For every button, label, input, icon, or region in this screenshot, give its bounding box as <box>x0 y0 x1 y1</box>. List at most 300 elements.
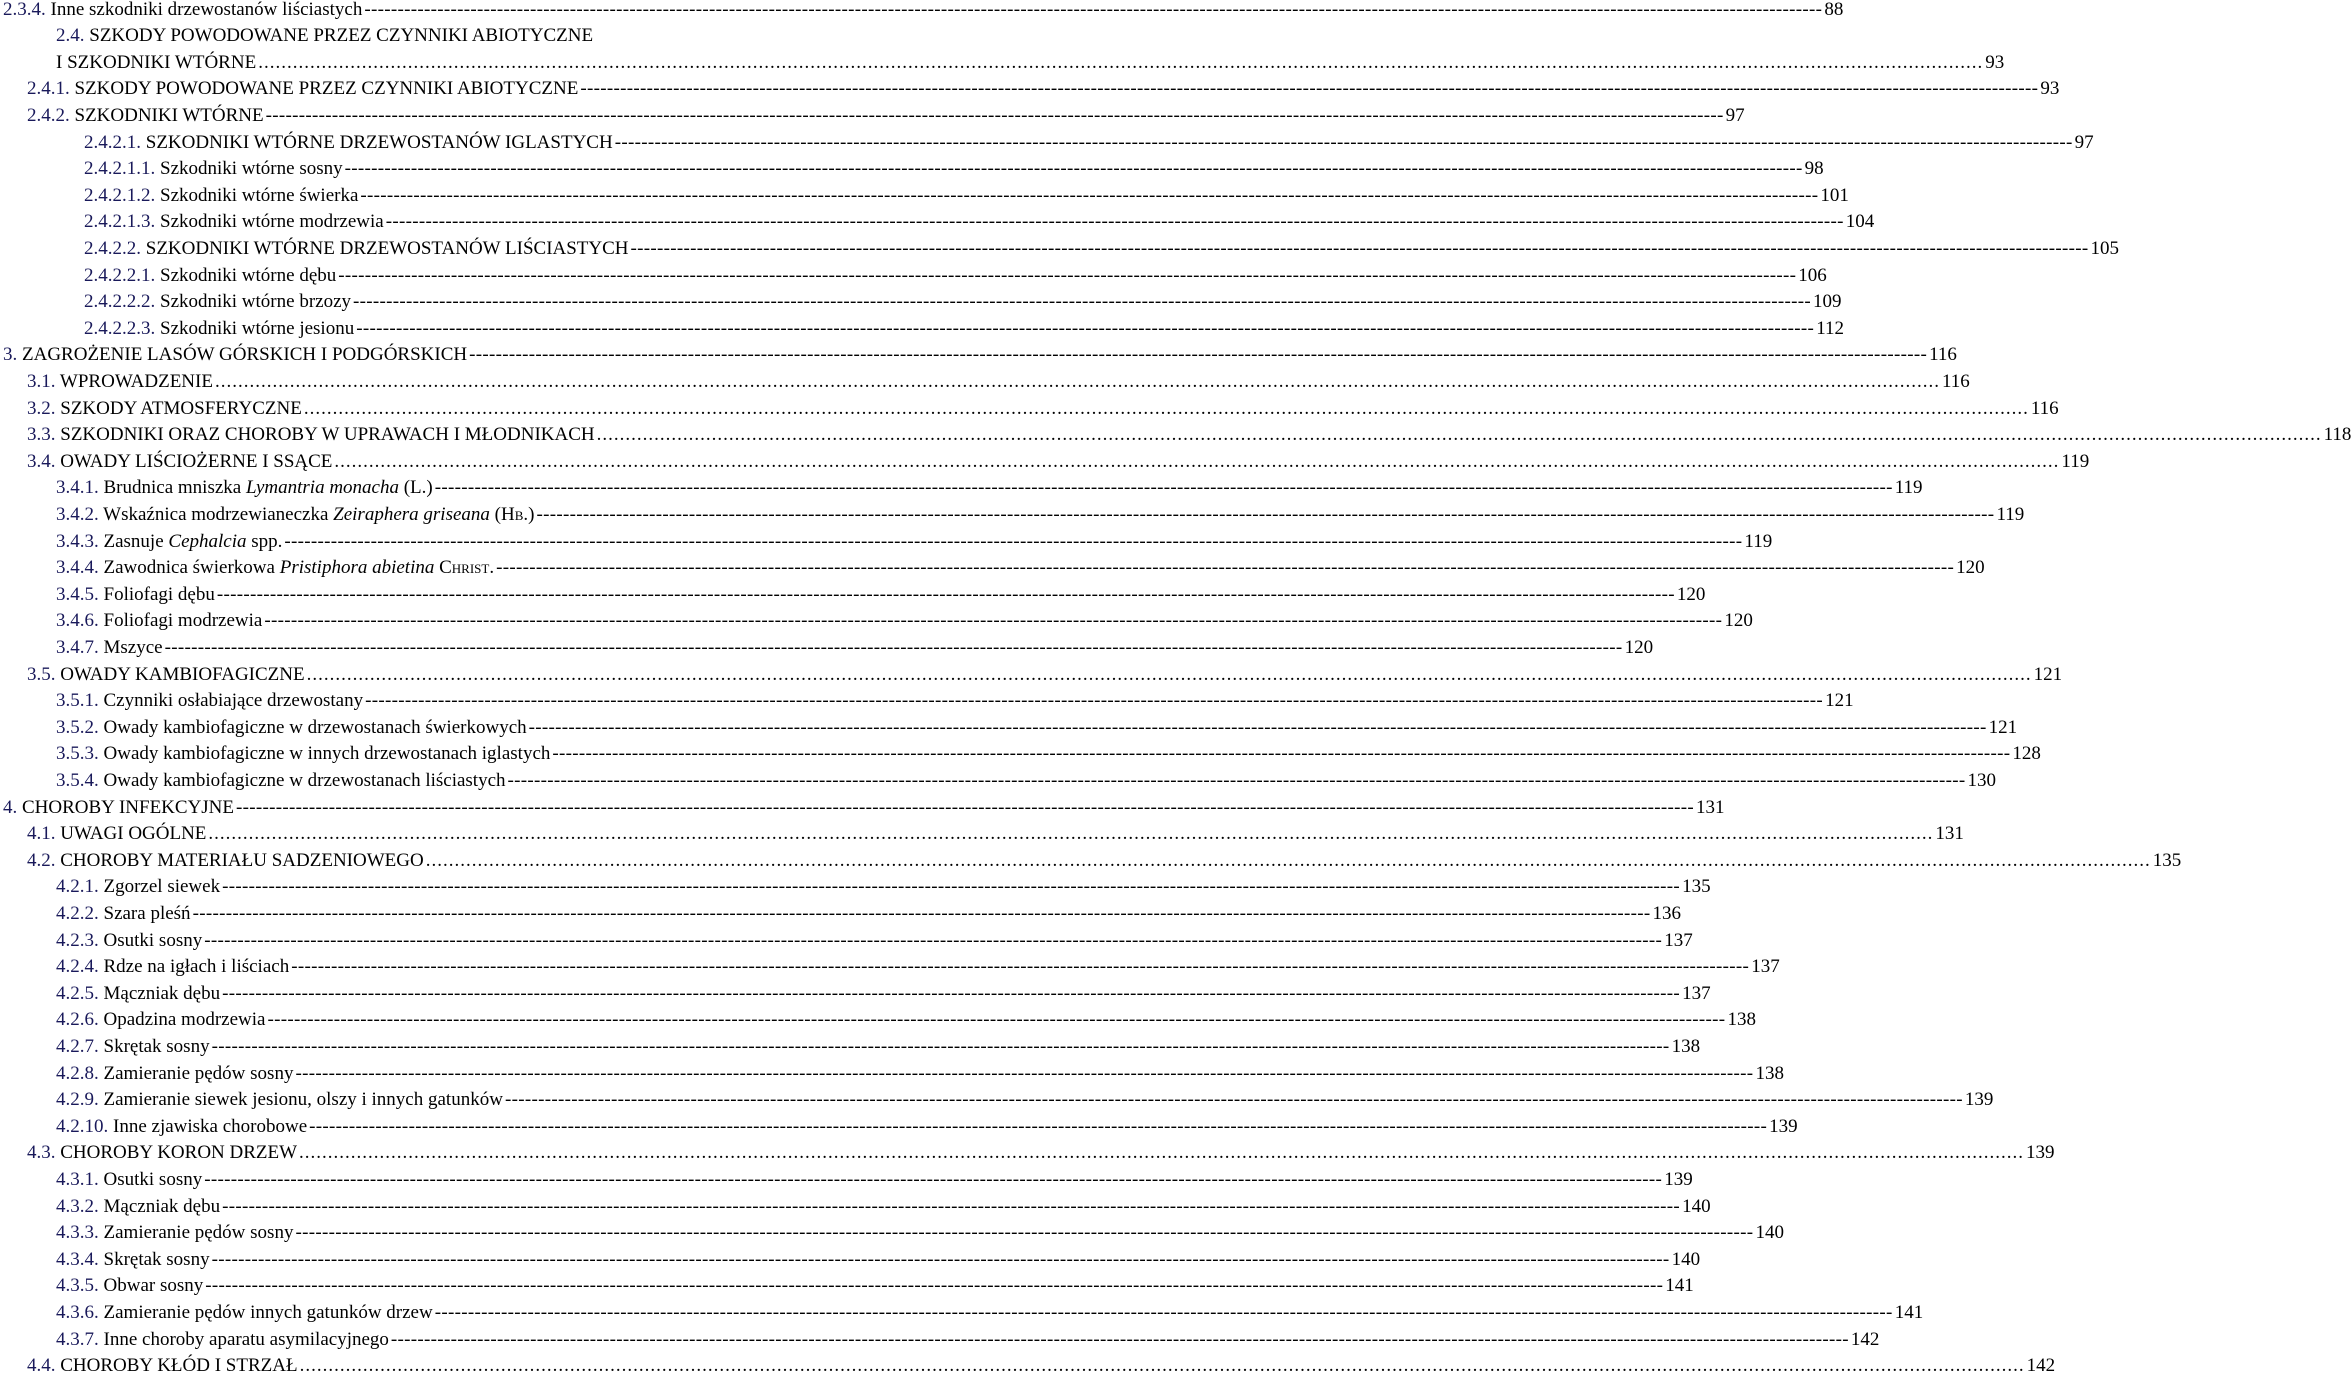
toc-entry[interactable] <box>0 1297 1924 1324</box>
toc-entry-label <box>56 743 550 765</box>
toc-entry-title-part: Inne choroby aparatu asymilacyjnego <box>103 1328 389 1350</box>
toc-entry-label <box>27 664 305 686</box>
toc-page-number: 138 <box>1671 1035 1701 1057</box>
toc-entry-title-part: SZKODY POWODOWANE PRZEZ CZYNNIKI ABIOTYCZNE <box>89 25 594 47</box>
toc-entry-number: 3.4.6. <box>56 610 99 632</box>
toc-entry[interactable] <box>0 0 1844 21</box>
toc-entry-title-part: Szkodniki wtórne modrzewia <box>160 211 384 233</box>
toc-entry-title-part: Obwar sosny <box>103 1275 204 1297</box>
dot-leader: ............................................................................................................................................................................................................................................................................................................ <box>303 397 2029 419</box>
toc-entry-label <box>84 265 336 287</box>
toc-entry-label <box>56 930 202 952</box>
toc-page-number: 135 <box>1682 876 1711 898</box>
toc-page-number: 135 <box>2152 849 2182 871</box>
toc-entry[interactable] <box>0 1191 1711 1218</box>
toc-entry-title-part: Szkodniki wtórne sosny <box>160 158 343 180</box>
toc-page-number: 121 <box>2033 663 2063 685</box>
dot-leader: ............................................................................................................................................................................................................................................................................................................ <box>425 849 2151 871</box>
toc-entry-number: 3.4.3. <box>56 530 99 552</box>
toc-entry-title-part: CHOROBY KORON DRZEW <box>60 1142 298 1164</box>
dot-leader: ---------------------------------------------------------------------------------------------------------------------------------------------------------------------------------------------------------------------------- <box>469 344 1928 366</box>
toc-entry-number: 3.5.2. <box>56 716 99 738</box>
toc-entry-label <box>84 318 354 340</box>
toc-entry[interactable] <box>0 340 1957 367</box>
toc-entry-number: 3.3. <box>27 424 56 446</box>
toc-entry[interactable] <box>0 925 1693 952</box>
toc-entry-number: 3.4.2. <box>56 503 99 525</box>
toc-entry-label <box>56 1036 210 1058</box>
toc-entry[interactable] <box>0 420 2351 447</box>
toc-entry-number: 4.2.2. <box>56 902 99 924</box>
toc-entry-number: 2.4.2.2. <box>84 237 141 259</box>
toc-entry-label <box>56 876 220 898</box>
toc-entry-title-part: ( <box>489 503 501 525</box>
toc-entry-label <box>56 770 506 792</box>
dot-leader: ---------------------------------------------------------------------------------------------------------------------------------------------------------------------------------------------------------------------------- <box>614 131 2073 153</box>
toc-entry[interactable] <box>0 313 1844 340</box>
toc-entry-title-part: Inne szkodniki drzewostanów liściastych <box>50 0 363 20</box>
toc-entry-title-part: Zamieranie pędów innych gatunków drzew <box>103 1301 433 1323</box>
toc-entry[interactable] <box>0 1271 1694 1298</box>
toc-entry-title-part: SZKODY POWODOWANE PRZEZ CZYNNIKI ABIOTYCZNE <box>74 78 579 100</box>
toc-entry-title-part: Wskaźnica modrzewianeczka <box>103 503 329 525</box>
dot-leader: ---------------------------------------------------------------------------------------------------------------------------------------------------------------------------------------------------------------------------- <box>507 769 1966 791</box>
toc-entry-label <box>3 0 362 21</box>
dot-leader: ............................................................................................................................................................................................................................................................................................................ <box>214 370 1940 392</box>
toc-entry-label <box>84 158 343 180</box>
dot-leader: ---------------------------------------------------------------------------------------------------------------------------------------------------------------------------------------------------------------------------- <box>264 610 1723 632</box>
toc-entry-number: 4.2.9. <box>56 1089 99 1111</box>
toc-entry-title-part: SZKODY ATMOSFERYCZNE <box>60 397 302 419</box>
toc-entry-number: 3.5.1. <box>56 690 99 712</box>
toc-entry[interactable] <box>0 819 1964 846</box>
dot-leader: ---------------------------------------------------------------------------------------------------------------------------------------------------------------------------------------------------------------------------- <box>192 902 1651 924</box>
dot-leader: ---------------------------------------------------------------------------------------------------------------------------------------------------------------------------------------------------------------------------- <box>222 876 1681 898</box>
toc-entry[interactable] <box>0 1005 1756 1032</box>
toc-entry-title-part: Mszyce <box>103 636 163 658</box>
toc-entry[interactable] <box>0 366 1970 393</box>
toc-entry-number: 2.4.2.2.3. <box>84 317 156 339</box>
toc-page-number: 119 <box>2061 450 2090 472</box>
toc-entry-title-part: Owady kambiofagiczne w drzewostanach liściastych <box>103 769 506 791</box>
toc-entry[interactable] <box>0 1218 1784 1245</box>
toc-entry[interactable] <box>0 1085 1994 1112</box>
dot-leader: ---------------------------------------------------------------------------------------------------------------------------------------------------------------------------------------------------------------------------- <box>164 636 1623 658</box>
toc-page-number: 142 <box>2026 1355 2056 1377</box>
toc-entry-number: 2.4.2.1.2. <box>84 184 156 206</box>
toc-page-number: 97 <box>1725 104 1745 126</box>
dot-leader: ---------------------------------------------------------------------------------------------------------------------------------------------------------------------------------------------------------------------------- <box>434 477 1893 499</box>
toc-page-number: 104 <box>1845 211 1875 233</box>
toc-entry-title-part: UWAGI OGÓLNE <box>60 823 207 845</box>
toc-entry-number: 4.2.10. <box>56 1115 109 1137</box>
toc-page-number: 93 <box>1985 51 2005 73</box>
toc-entry[interactable] <box>0 100 1745 127</box>
toc-entry-label <box>56 1009 265 1031</box>
toc-entry[interactable] <box>0 1351 2056 1378</box>
toc-entry[interactable] <box>0 1324 1880 1351</box>
toc-entry-number: 2.4.2. <box>27 104 70 126</box>
toc-page-number: 142 <box>1850 1328 1880 1350</box>
toc-entry-number: 4.1. <box>27 823 56 845</box>
toc-entry[interactable] <box>0 1138 2055 1165</box>
toc-entry-number: 4.2.6. <box>56 1009 99 1031</box>
toc-page-number: 139 <box>1964 1089 1994 1111</box>
dot-leader: ............................................................................................................................................................................................................................................................................................................ <box>208 823 1934 845</box>
toc-entry[interactable] <box>0 845 2182 872</box>
toc-entry[interactable] <box>0 1058 1784 1085</box>
toc-entry-number: 4.3.3. <box>56 1222 99 1244</box>
dot-leader: ---------------------------------------------------------------------------------------------------------------------------------------------------------------------------------------------------------------------------- <box>528 716 1987 738</box>
dot-leader: ............................................................................................................................................................................................................................................................................................................ <box>258 51 1984 73</box>
toc-page-number: 93 <box>2040 78 2060 100</box>
toc-entry[interactable] <box>0 978 1711 1005</box>
toc-page-number: 130 <box>1967 769 1996 791</box>
toc-entry-title-part: Rdze na igłach i liściach <box>103 956 290 978</box>
toc-entry-title-part: Skrętak sosny <box>103 1248 210 1270</box>
toc-entry-number: 4.2.4. <box>56 956 99 978</box>
toc-entry-title-part: Szkodniki wtórne jesionu <box>160 317 355 339</box>
toc-page-number: 119 <box>1996 503 2025 525</box>
toc-entry-title-part: Szkodniki wtórne świerka <box>160 184 359 206</box>
toc-page-number: 139 <box>1769 1115 1798 1137</box>
toc-entry-number: 4.3.4. <box>56 1248 99 1270</box>
toc-page-number: 88 <box>1824 0 1844 20</box>
toc-entry-title-part: Zamieranie pędów sosny <box>103 1062 294 1084</box>
toc-entry[interactable] <box>0 1031 1701 1058</box>
dot-leader: ---------------------------------------------------------------------------------------------------------------------------------------------------------------------------------------------------------------------------- <box>204 1168 1663 1190</box>
toc-entry-label <box>56 610 262 632</box>
toc-entry-label <box>56 1196 220 1218</box>
dot-leader: ---------------------------------------------------------------------------------------------------------------------------------------------------------------------------------------------------------------------------- <box>390 1328 1849 1350</box>
toc-entry-label <box>27 1142 297 1164</box>
toc-entry-number: 2.4. <box>56 25 85 47</box>
toc-entry[interactable] <box>0 898 1682 925</box>
toc-entry-label <box>27 424 595 446</box>
toc-entry-label <box>84 132 613 154</box>
dot-leader: ---------------------------------------------------------------------------------------------------------------------------------------------------------------------------------------------------------------------------- <box>204 929 1663 951</box>
toc-entry-number: 4.2.7. <box>56 1035 99 1057</box>
dot-leader: ............................................................................................................................................................................................................................................................................................................ <box>596 424 2322 446</box>
toc-entry-number: 2.4.2.1.3. <box>84 211 156 233</box>
toc-entry-number: 3.1. <box>27 370 56 392</box>
toc-entry-label <box>56 1249 210 1271</box>
toc-page-number: 137 <box>1682 982 1711 1004</box>
dot-leader: ---------------------------------------------------------------------------------------------------------------------------------------------------------------------------------------------------------------------------- <box>496 557 1955 579</box>
dot-leader: ---------------------------------------------------------------------------------------------------------------------------------------------------------------------------------------------------------------------------- <box>211 1035 1670 1057</box>
toc-entry-label <box>27 850 424 872</box>
toc-entry[interactable] <box>0 1164 1693 1191</box>
toc-page-number: 141 <box>1665 1275 1694 1297</box>
toc-entry-title-part: CHOROBY MATERIAŁU SADZENIOWEGO <box>60 849 424 871</box>
toc-entry-title-part: CHOROBY KŁÓD I STRZAŁ <box>60 1355 298 1377</box>
toc-entry-label <box>56 52 256 74</box>
toc-entry-title-part: Skrętak sosny <box>103 1035 210 1057</box>
toc-entry[interactable] <box>0 792 1725 819</box>
toc-entry-title-part: Foliofagi dębu <box>103 583 215 605</box>
toc-entry-label <box>56 584 215 606</box>
toc-entry-title-part: Osutki sosny <box>103 1168 203 1190</box>
dot-leader: ---------------------------------------------------------------------------------------------------------------------------------------------------------------------------------------------------------------------------- <box>267 1009 1726 1031</box>
toc-entry-title-part: Mączniak dębu <box>103 1195 221 1217</box>
toc-entry[interactable] <box>0 686 1854 713</box>
toc-entry-title-part: Zamieranie siewek jesionu, olszy i innych gatunków <box>103 1089 503 1111</box>
toc-entry-label <box>56 1063 293 1085</box>
toc-entry-label <box>27 823 206 845</box>
toc-entry[interactable] <box>0 446 2090 473</box>
toc-page-number: 101 <box>1820 184 1849 206</box>
toc-entry-title-part: Owady kambiofagiczne w innych drzewostanach iglastych <box>103 743 551 765</box>
toc-entry[interactable] <box>0 154 1824 181</box>
toc-entry-title-part: (L.) <box>398 477 433 499</box>
toc-page-number: 131 <box>1935 823 1964 845</box>
toc-entry-label <box>3 344 467 366</box>
toc-entry[interactable] <box>0 499 2025 526</box>
toc-entry-title-part: Zamieranie pędów sosny <box>103 1222 294 1244</box>
dot-leader: ---------------------------------------------------------------------------------------------------------------------------------------------------------------------------------------------------------------------------- <box>222 1195 1681 1217</box>
toc-entry[interactable] <box>0 606 1753 633</box>
dot-leader: ---------------------------------------------------------------------------------------------------------------------------------------------------------------------------------------------------------------------------- <box>365 690 1824 712</box>
toc-entry-label <box>56 531 282 553</box>
toc-entry-number: 3.4.1. <box>56 477 99 499</box>
toc-page-number: 98 <box>1804 158 1824 180</box>
toc-entry-label <box>56 903 191 925</box>
toc-entry-title-part: Pristiphora abietina <box>279 557 435 579</box>
toc-page-number: 118 <box>2323 424 2351 446</box>
toc-entry-title-part: Foliofagi modrzewia <box>103 610 263 632</box>
toc-entry[interactable] <box>0 712 2018 739</box>
toc-entry-number: 2.4.1. <box>27 78 70 100</box>
toc-page-number: 120 <box>1676 583 1706 605</box>
toc-entry[interactable] <box>0 579 1706 606</box>
toc-entry-number: 4.2.5. <box>56 982 99 1004</box>
toc-entry-number: 3. <box>3 344 18 366</box>
toc-entry[interactable] <box>0 260 1827 287</box>
toc-entry[interactable] <box>0 659 2063 686</box>
toc-page-number: 138 <box>1727 1009 1756 1031</box>
toc-entry-title-part: Christ. <box>439 557 495 579</box>
toc-entry-number: 3.5.4. <box>56 769 99 791</box>
toc-entry-label <box>56 1116 307 1138</box>
toc-entry-number: 4. <box>3 796 18 818</box>
toc-entry[interactable] <box>0 872 1711 899</box>
toc-page-number: 138 <box>1755 1062 1784 1084</box>
toc-entry[interactable] <box>0 21 960 48</box>
dot-leader: ---------------------------------------------------------------------------------------------------------------------------------------------------------------------------------------------------------------------------- <box>338 264 1797 286</box>
dot-leader: ---------------------------------------------------------------------------------------------------------------------------------------------------------------------------------------------------------------------------- <box>211 1248 1670 1270</box>
toc-entry[interactable] <box>0 74 2060 101</box>
dot-leader: ---------------------------------------------------------------------------------------------------------------------------------------------------------------------------------------------------------------------------- <box>236 796 1694 818</box>
toc-entry-title-part: WPROWADZENIE <box>59 370 213 392</box>
toc-entry-number: 3.4.5. <box>56 583 99 605</box>
toc-page-number: 106 <box>1798 264 1827 286</box>
toc-entry[interactable] <box>0 233 2120 260</box>
toc-entry-number: 2.4.2.2.2. <box>84 291 156 313</box>
toc-entry-number: 2.4.2.1. <box>84 131 141 153</box>
toc-entry-label <box>56 717 527 739</box>
toc-page-number: 119 <box>1894 477 1923 499</box>
dot-leader: ---------------------------------------------------------------------------------------------------------------------------------------------------------------------------------------------------------------------------- <box>291 956 1750 978</box>
toc-entry[interactable] <box>0 207 1875 234</box>
toc-entry-title-part: Cephalcia <box>168 530 247 552</box>
toc-entry-number: 3.4.7. <box>56 636 99 658</box>
toc-entry-title-part: Osutki sosny <box>103 929 203 951</box>
toc-entry-number: 2.4.2.2.1. <box>84 264 156 286</box>
toc-page-number: 121 <box>1988 716 2018 738</box>
toc-entry-title-part: Zgorzel siewek <box>103 876 221 898</box>
dot-leader: ---------------------------------------------------------------------------------------------------------------------------------------------------------------------------------------------------------------------------- <box>434 1301 1893 1323</box>
dot-leader: ---------------------------------------------------------------------------------------------------------------------------------------------------------------------------------------------------------------------------- <box>295 1062 1754 1084</box>
toc-page-number: 137 <box>1664 929 1693 951</box>
toc-entry-number: 4.3.2. <box>56 1195 99 1217</box>
toc-entry[interactable] <box>0 47 2005 74</box>
toc-page-number: 139 <box>2026 1142 2055 1164</box>
toc-entry-title-part: SZKODNIKI ORAZ CHOROBY W UPRAWACH I MŁODNIKACH <box>60 424 595 446</box>
toc-entry-number: 4.3. <box>27 1142 56 1164</box>
toc-entry-number: 3.5. <box>27 663 56 685</box>
toc-page-number: 140 <box>1755 1222 1784 1244</box>
toc-entry[interactable] <box>0 1244 1701 1271</box>
toc-page-number: 128 <box>2012 743 2041 765</box>
toc-entry[interactable] <box>0 127 2094 154</box>
toc-entry-label <box>56 1169 202 1191</box>
toc-entry-label <box>84 185 358 207</box>
toc-entry[interactable] <box>0 180 1849 207</box>
toc-entry-label <box>56 1302 433 1324</box>
dot-leader: ---------------------------------------------------------------------------------------------------------------------------------------------------------------------------------------------------------------------------- <box>364 0 1823 20</box>
toc-entry[interactable] <box>0 1111 1798 1138</box>
toc-entry-label <box>56 1222 293 1244</box>
toc-entry[interactable] <box>0 526 1773 553</box>
dot-leader: ---------------------------------------------------------------------------------------------------------------------------------------------------------------------------------------------------------------------------- <box>630 237 2089 259</box>
toc-entry-title-part: Szara pleśń <box>103 902 191 924</box>
toc-entry-number: 3.4. <box>27 450 56 472</box>
toc-entry-label <box>56 983 220 1005</box>
toc-entry[interactable] <box>0 473 1923 500</box>
dot-leader: ---------------------------------------------------------------------------------------------------------------------------------------------------------------------------------------------------------------------------- <box>265 104 1724 126</box>
toc-page-number: 140 <box>1671 1248 1701 1270</box>
toc-page-number: 112 <box>1816 317 1844 339</box>
dot-leader: ---------------------------------------------------------------------------------------------------------------------------------------------------------------------------------------------------------------------------- <box>504 1089 1963 1111</box>
toc-entry[interactable] <box>0 632 1654 659</box>
toc-entry-title-part: Zawodnica świerkowa <box>103 557 275 579</box>
toc-page-number: 120 <box>1624 636 1654 658</box>
dot-leader: ---------------------------------------------------------------------------------------------------------------------------------------------------------------------------------------------------------------------------- <box>284 530 1743 552</box>
toc-entry[interactable] <box>0 952 1780 979</box>
toc-entry-title-part: SZKODNIKI WTÓRNE <box>74 104 264 126</box>
toc-entry[interactable] <box>0 393 2059 420</box>
dot-leader: ---------------------------------------------------------------------------------------------------------------------------------------------------------------------------------------------------------------------------- <box>344 158 1803 180</box>
dot-leader: ---------------------------------------------------------------------------------------------------------------------------------------------------------------------------------------------------------------------------- <box>216 583 1675 605</box>
toc-page-number: 119 <box>1744 530 1773 552</box>
toc-entry-label <box>56 690 363 712</box>
toc-entry-title-part: Lymantria monacha <box>245 477 399 499</box>
toc-entry-label <box>56 1329 389 1351</box>
toc-entry-title-part: SZKODNIKI WTÓRNE DRZEWOSTANÓW IGLASTYCH <box>145 131 613 153</box>
toc-page-number: 141 <box>1894 1301 1924 1323</box>
toc-entry-title-part: CHOROBY INFEKCYJNE <box>22 796 235 818</box>
toc-entry-title-part: ZAGROŻENIE LASÓW GÓRSKICH I PODGÓRSKICH <box>22 344 468 366</box>
dot-leader: ---------------------------------------------------------------------------------------------------------------------------------------------------------------------------------------------------------------------------- <box>205 1275 1664 1297</box>
toc-entry-label <box>27 78 578 100</box>
toc-entry-number: 4.2.8. <box>56 1062 99 1084</box>
toc-entry[interactable] <box>0 739 2041 766</box>
toc-entry-title-part: Zeiraphera griseana <box>333 503 490 525</box>
toc-entry-title-part: Brudnica mniszka <box>103 477 242 499</box>
toc-entry-title-part: spp. <box>246 530 283 552</box>
dot-leader: ---------------------------------------------------------------------------------------------------------------------------------------------------------------------------------------------------------------------------- <box>353 291 1811 313</box>
toc-entry-title-part: Mączniak dębu <box>103 982 221 1004</box>
dot-leader: ---------------------------------------------------------------------------------------------------------------------------------------------------------------------------------------------------------------------------- <box>385 211 1844 233</box>
dot-leader: ---------------------------------------------------------------------------------------------------------------------------------------------------------------------------------------------------------------------------- <box>222 982 1681 1004</box>
toc-entry-label <box>56 504 534 526</box>
toc-entry-number: 2.3.4. <box>3 0 46 20</box>
toc-entry-title-part: Czynniki osłabiające drzewostany <box>103 690 364 712</box>
toc-entry[interactable] <box>0 553 1985 580</box>
toc-entry-title-part: Zasnuje <box>103 530 164 552</box>
toc-page-number: 116 <box>1929 344 1957 366</box>
toc-page-number: 120 <box>1956 557 1985 579</box>
toc-entry-label <box>56 956 289 978</box>
toc-page-number: 97 <box>2074 131 2094 153</box>
toc-entry-number: 4.3.5. <box>56 1275 99 1297</box>
toc-entry-number: 4.3.7. <box>56 1328 99 1350</box>
toc-entry-label <box>56 25 593 47</box>
toc-entry-number: 4.2.1. <box>56 876 99 898</box>
toc-entry-title-part: Szkodniki wtórne dębu <box>160 264 337 286</box>
toc-page-number: 105 <box>2090 237 2120 259</box>
dot-leader: ............................................................................................................................................................................................................................................................................................................ <box>299 1142 2025 1164</box>
toc-entry-title-part: Opadzina modrzewia <box>103 1009 266 1031</box>
toc-page-number: 116 <box>1941 370 1970 392</box>
toc-entry-number: 4.2.3. <box>56 929 99 951</box>
toc-entry[interactable] <box>0 765 1996 792</box>
toc-entry-label <box>3 797 234 819</box>
toc-entry-number: 3.2. <box>27 397 56 419</box>
toc-entry-title-part: Szkodniki wtórne brzozy <box>160 291 352 313</box>
dot-leader: ---------------------------------------------------------------------------------------------------------------------------------------------------------------------------------------------------------------------------- <box>552 743 2011 765</box>
toc-entry-number: 2.4.2.1.1. <box>84 158 156 180</box>
toc-entry-label <box>27 451 332 473</box>
toc-entry-label <box>56 1275 203 1297</box>
toc-page-number: 136 <box>1652 902 1682 924</box>
toc-entry-label <box>27 1355 298 1377</box>
dot-leader: ---------------------------------------------------------------------------------------------------------------------------------------------------------------------------------------------------------------------------- <box>580 78 2039 100</box>
dot-leader: ............................................................................................................................................................................................................................................................................................................ <box>299 1355 2025 1377</box>
toc-page-number: 120 <box>1724 610 1753 632</box>
toc-entry-number: 4.3.6. <box>56 1301 99 1323</box>
toc-entry-title-part: Owady kambiofagiczne w drzewostanach świerkowych <box>103 716 527 738</box>
toc-page-number: 109 <box>1813 291 1842 313</box>
toc-entry-title-part: Inne zjawiska chorobowe <box>113 1115 308 1137</box>
toc-entry-label <box>56 1089 503 1111</box>
dot-leader: ---------------------------------------------------------------------------------------------------------------------------------------------------------------------------------------------------------------------------- <box>360 184 1819 206</box>
toc-entry-label <box>56 557 494 579</box>
toc-entry-number: 4.3.1. <box>56 1168 99 1190</box>
toc-entry-title-part: ) <box>528 503 535 525</box>
toc-entry-label <box>56 637 163 659</box>
toc-entry-label <box>84 291 351 313</box>
toc-entry-title-part: Hb. <box>500 503 529 525</box>
toc-entry-label <box>84 238 629 260</box>
toc-entry-label <box>56 477 433 499</box>
toc-entry[interactable] <box>0 287 1842 314</box>
toc-entry-number: 4.4. <box>27 1355 56 1377</box>
toc-page-number: 116 <box>2030 397 2059 419</box>
toc-page-number: 131 <box>1696 796 1725 818</box>
toc-entry-title-part: OWADY LIŚCIOŻERNE I SSĄCE <box>60 450 333 472</box>
toc-entry-label <box>84 211 384 233</box>
